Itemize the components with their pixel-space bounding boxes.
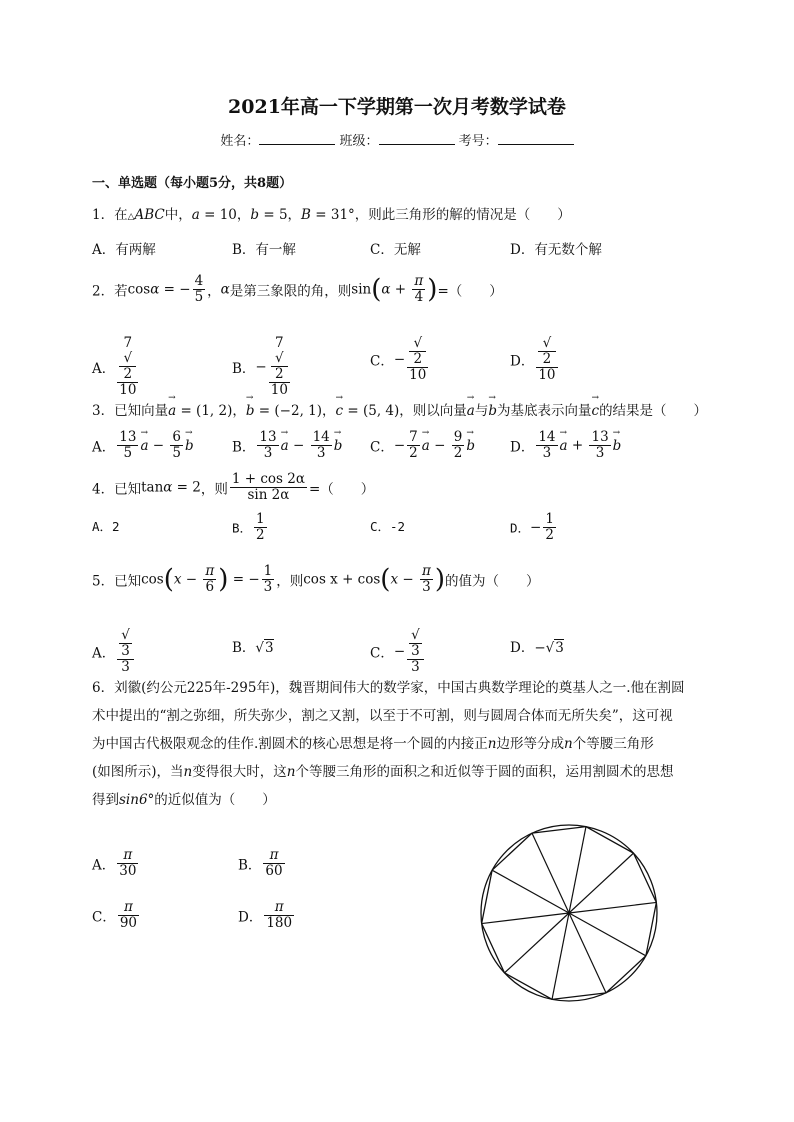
- q2-cos: cos: [127, 281, 151, 298]
- vector-arrow: →: [333, 427, 342, 438]
- class-label: 班级：: [339, 134, 379, 149]
- vector-arrow: →: [280, 427, 289, 438]
- q1-B-value: = 31°: [310, 207, 355, 223]
- q1-option-b[interactable]: B．有一解: [232, 242, 296, 258]
- vector-arrow: →: [466, 427, 474, 438]
- vector-arrow: →: [466, 393, 475, 403]
- q5-option-c[interactable]: C．− √ 3 3: [370, 628, 426, 675]
- exam-title: 2021年高一下学期第一次月考数学试卷: [228, 96, 566, 118]
- q6-line-4: (如图所示)，当n变得很大时，这n个等腰三角形的面积之和近似等于圆的面积，运用割圆术的思想: [92, 764, 674, 780]
- question-5: 5．已知cos(x − $\frac{\pi}{6}$ ) = − $\frac{1}{3}$ ，则cos x + cos(x − $\frac{\pi}{3}$ )的值为（ ）: [92, 563, 540, 595]
- q2-alpha: α: [220, 281, 230, 298]
- q6-line-1: 6．刘徽(约公元225年-295年)，魏晋期间伟大的数学家，中国古典数学理论的奠基人之一.他在割圆: [92, 680, 685, 696]
- vector-arrow: →: [168, 393, 176, 403]
- section-title: 一、单选题（每小题5分，共8题）: [92, 176, 293, 191]
- vector-b: b →: [245, 393, 255, 419]
- q1-b-value: = 5: [259, 207, 288, 223]
- question-3: 3．已知向量a → = (1, 2)，b → = (−2, 1)，c → = (5, 4)，则以向量a → 与b → 为基底表示向量c → 的结果是（ ）: [92, 393, 708, 419]
- q1-tail: ，则此三角形的解的情况是（ ）: [354, 207, 571, 223]
- spoke-line: [569, 902, 656, 913]
- q1-option-d[interactable]: D．有无数个解: [510, 242, 602, 258]
- q2-tail: =（ ）: [437, 283, 503, 300]
- q2-option-b[interactable]: B．− 7 √ 2 10: [232, 335, 288, 398]
- q4-option-c[interactable]: C．-2: [370, 519, 406, 534]
- q2-number: 2．若: [92, 283, 128, 300]
- vector-a: a →: [168, 393, 177, 419]
- q6-line-3: 为中国古代极限观念的佳作.割圆术的核心思想是将一个圆的内接正n边形等分成n个等腰三角形: [92, 736, 654, 752]
- q1-var-B: B: [301, 207, 311, 223]
- spoke-line: [569, 913, 646, 956]
- q4-fraction: $\frac{1 + \cos 2\alpha}{\sin 2\alpha}$: [231, 471, 305, 503]
- q1-var-b: b: [250, 207, 260, 223]
- q5-option-a[interactable]: A． √ 3 3: [92, 628, 136, 675]
- vector-arrow: →: [185, 427, 193, 438]
- q3-option-c[interactable]: C．− $\frac{7}{2}$ a → − $\frac{9}{2}$ b →: [370, 427, 475, 461]
- q3-option-a[interactable]: A． $\frac{13}{5}$ a → − $\frac{6}{5}$ b →: [92, 427, 194, 461]
- q4-number: 4．已知: [92, 481, 142, 498]
- vector-arrow: →: [488, 393, 496, 403]
- q3-option-b[interactable]: B． $\frac{13}{3}$ a → − $\frac{14}{3}$ b →: [232, 427, 343, 461]
- class-blank[interactable]: [379, 132, 455, 145]
- q6-option-c[interactable]: C． $\frac{\pi}{90}$: [92, 899, 138, 931]
- q2-text: 是第三象限的角，则: [229, 283, 352, 300]
- q2-eq: = −: [159, 281, 191, 298]
- number-label: 考号：: [458, 134, 498, 149]
- spoke-line: [532, 833, 569, 913]
- triangle-symbol: △: [127, 212, 135, 222]
- q1-text: 中，: [164, 207, 192, 223]
- q1-var-a: a: [191, 207, 200, 223]
- number-blank[interactable]: [498, 132, 574, 145]
- vector-c: c →: [335, 393, 344, 419]
- q1-sep: ，: [236, 207, 251, 223]
- q1-option-c[interactable]: C．无解: [370, 242, 421, 258]
- q1-option-a[interactable]: A．有两解: [92, 242, 156, 258]
- q6-option-d[interactable]: D． $\frac{\pi}{180}$: [238, 899, 293, 931]
- q4-option-a[interactable]: A．2: [92, 519, 120, 534]
- vector-arrow: →: [612, 427, 621, 438]
- question-4: 4．已知tanα = 2，则 $\frac{1 + \cos 2\alpha}{\sin 2\alpha}$ =（ ）: [92, 471, 375, 503]
- q6-line-5: 得到sin6°的近似值为（ ）: [92, 792, 276, 808]
- q4-tail: =（ ）: [308, 481, 375, 498]
- q6-option-a[interactable]: A． $\frac{\pi}{30}$: [92, 847, 137, 879]
- q2-option-d[interactable]: D． √ 2 10: [510, 335, 556, 383]
- vector-arrow: →: [245, 393, 254, 403]
- spoke-line: [569, 913, 606, 993]
- q2-pi-fraction: $\frac{\pi}{4}$: [414, 273, 424, 305]
- q1-abc: ABC: [134, 207, 165, 223]
- q3-tail: 的结果是（ ）: [599, 403, 708, 419]
- inscribed-polygon: [482, 827, 657, 1000]
- q4-option-d[interactable]: D．− $\frac{1}{2}$: [510, 511, 554, 543]
- q1-sep: ，: [287, 207, 302, 223]
- q2-alpha: α: [381, 281, 391, 298]
- spoke-line: [492, 870, 569, 913]
- q4-option-b[interactable]: B． $\frac{1}{2}$: [232, 511, 265, 543]
- q6-line-2: 术中提出的“割之弥细，所失弥少，割之又割，以至于不可割，则与圆周合体而无所失矣”，这可视: [92, 708, 673, 724]
- name-blank[interactable]: [259, 132, 335, 145]
- vector-arrow: →: [559, 427, 568, 438]
- q2-option-c[interactable]: C．− √ 2 10: [370, 335, 427, 383]
- q3-option-d[interactable]: D． $\frac{14}{3}$ a → + $\frac{13}{3}$ b →: [510, 427, 622, 461]
- vector-arrow: →: [140, 427, 148, 438]
- question-2: 2．若cosα = − $\frac{4}{5}$ ，α是第三象限的角，则sin(α + $\frac{\pi}{4}$ )=（ ）: [92, 273, 503, 305]
- q5-option-b[interactable]: B．√3: [232, 640, 274, 656]
- vector-arrow: →: [421, 427, 430, 438]
- q5-tail: 的值为（ ）: [445, 573, 540, 590]
- q6-option-b[interactable]: B． $\frac{\pi}{60}$: [238, 847, 283, 879]
- q1-a-value: = 10: [199, 207, 237, 223]
- spoke-line: [482, 913, 569, 924]
- vector-arrow: →: [335, 393, 344, 403]
- name-label: 姓名：: [220, 134, 260, 149]
- q2-sin: sin: [351, 281, 372, 298]
- q5-number: 5．已知: [92, 573, 142, 590]
- q2-fraction: $\frac{4}{5}$: [194, 273, 204, 305]
- q2-option-a[interactable]: A． 7 √ 2 10: [92, 335, 137, 398]
- question-1: [92, 203, 571, 223]
- question-6: [92, 674, 706, 814]
- vector-arrow: →: [591, 393, 600, 403]
- circle-cutting-diagram: [469, 813, 669, 1013]
- student-info-line: [0, 130, 794, 149]
- q5-option-d[interactable]: D．−√3: [510, 640, 564, 656]
- q3-number: 3．已知向量: [92, 403, 169, 419]
- q1-number: 1．在: [92, 207, 128, 223]
- q2-alpha: α: [150, 281, 160, 298]
